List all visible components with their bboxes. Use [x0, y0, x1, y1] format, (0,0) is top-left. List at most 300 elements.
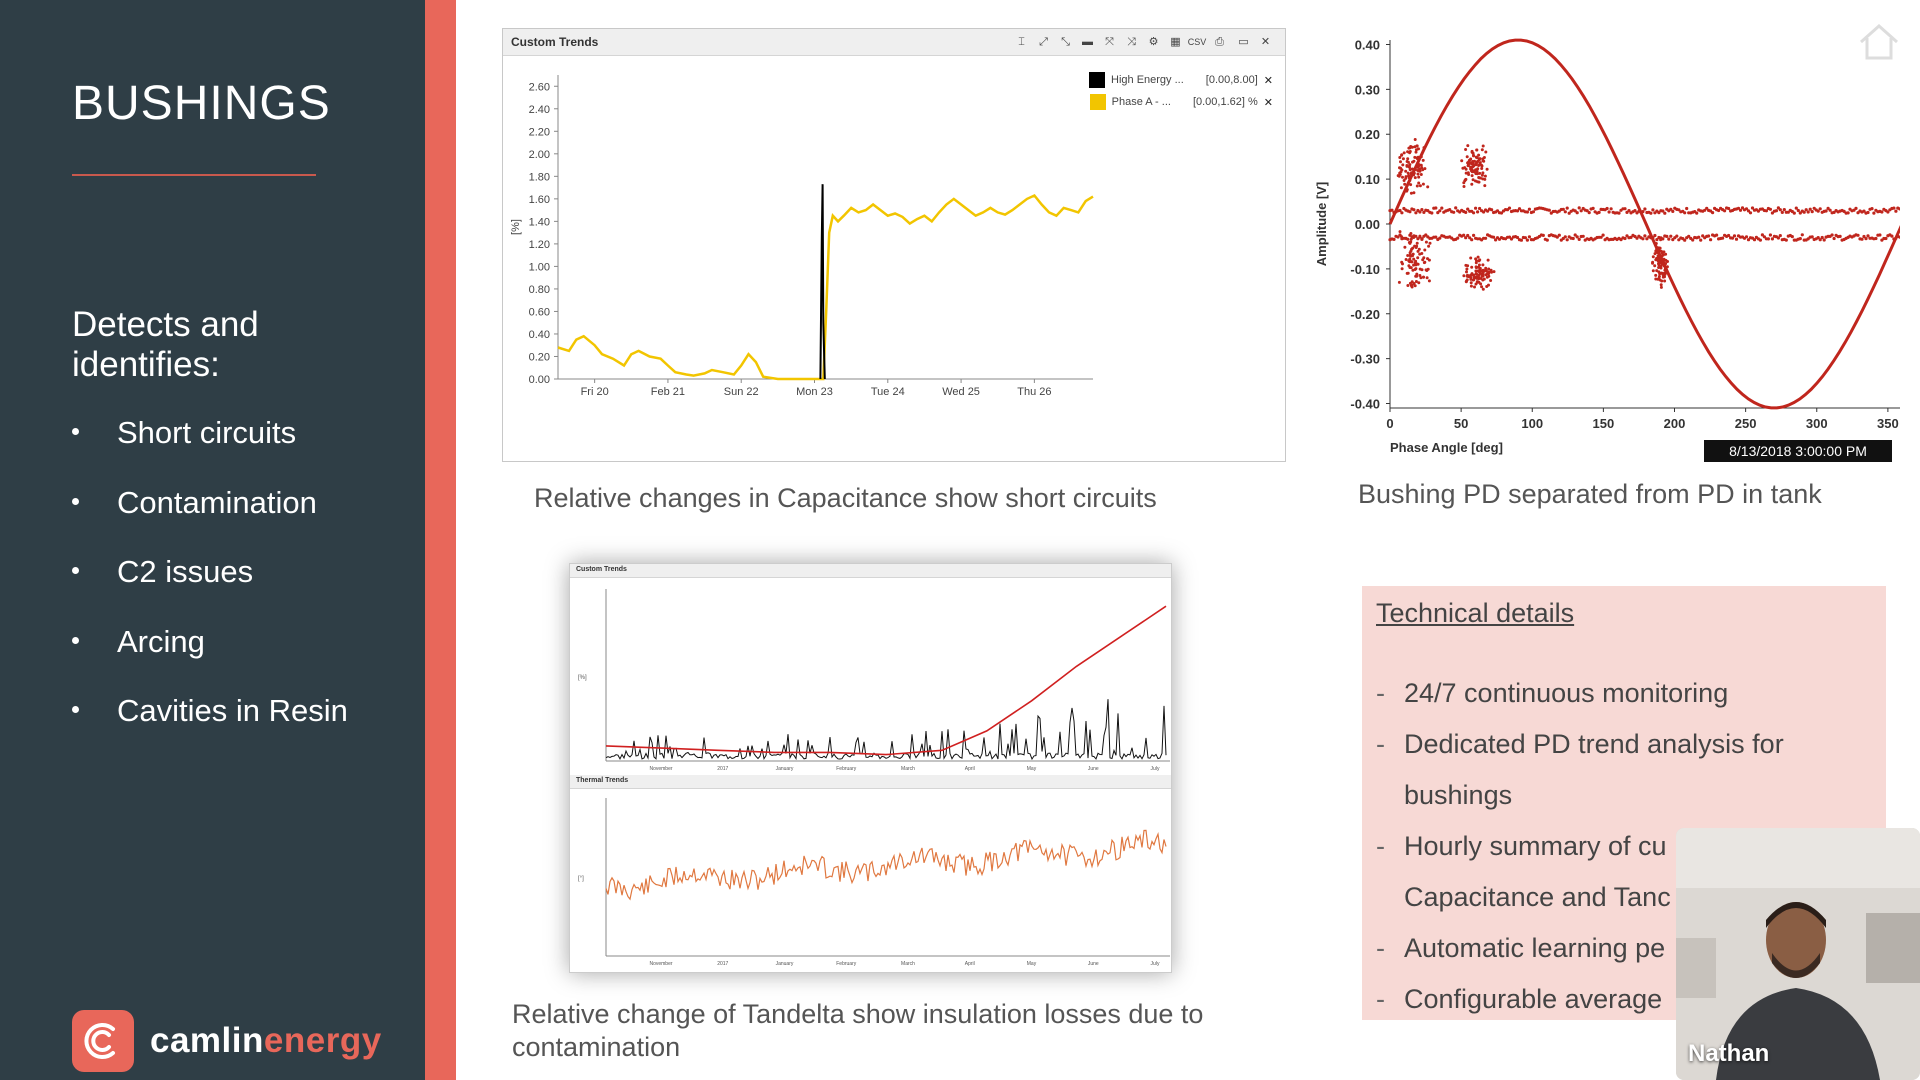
y-tick-label: 0.80 — [528, 283, 550, 296]
pd-point — [1478, 157, 1481, 160]
x-tick-label: March — [901, 961, 915, 967]
pd-point — [1398, 156, 1401, 159]
pd-point — [1477, 256, 1480, 259]
pd-point — [1403, 151, 1406, 154]
pd-point — [1528, 208, 1531, 211]
timestamp-badge: 8/13/2018 3:00:00 PM — [1704, 440, 1892, 462]
pd-point — [1825, 209, 1828, 212]
pd-point — [1404, 170, 1407, 173]
pd-point — [1566, 207, 1569, 210]
legend-remove-icon[interactable]: ✕ — [1263, 74, 1273, 87]
detection-item-label: Contamination — [117, 484, 317, 520]
pd-point — [1420, 173, 1423, 176]
pd-point — [1411, 280, 1414, 283]
pd-point — [1771, 237, 1774, 240]
detection-item — [72, 624, 348, 694]
pd-point — [1481, 273, 1484, 276]
pd-point — [1466, 278, 1469, 281]
pd-point — [1484, 151, 1487, 154]
pd-point — [1426, 185, 1429, 188]
dash-icon: - — [1376, 729, 1385, 759]
tandelta-trend-line — [606, 606, 1166, 754]
pd-point — [1481, 279, 1484, 282]
pd-point — [1481, 177, 1484, 180]
pd-point — [1417, 263, 1420, 266]
pd-point — [1548, 209, 1551, 212]
pd-point — [1864, 237, 1867, 240]
pd-point — [1430, 211, 1433, 214]
x-tick-label: Fri 20 — [580, 386, 609, 398]
pd-point — [1878, 233, 1881, 236]
pd-point — [1651, 208, 1654, 211]
pd-point — [1623, 207, 1626, 210]
tandelta-trend-chart — [570, 579, 1171, 775]
pd-point — [1470, 238, 1473, 241]
pd-point — [1469, 158, 1472, 161]
pd-point — [1467, 173, 1470, 176]
pd-point — [1423, 261, 1426, 264]
pd-point — [1793, 212, 1796, 215]
pd-point — [1475, 149, 1478, 152]
tandelta-screenshot — [569, 563, 1172, 973]
x-tick-label: 0 — [1386, 416, 1394, 431]
pd-point — [1465, 270, 1468, 273]
pd-point — [1653, 234, 1656, 237]
y-tick-label: 1.00 — [528, 261, 550, 274]
pd-point — [1623, 237, 1626, 240]
pd-point — [1414, 268, 1417, 271]
x-tick-label: January — [775, 766, 794, 772]
thermal-trend-chart — [570, 790, 1171, 972]
y-tick-label: 2.00 — [528, 148, 550, 161]
pd-point — [1475, 261, 1478, 264]
pd-point — [1562, 208, 1565, 211]
x-tick-label: July — [1150, 961, 1160, 967]
pd-point — [1470, 183, 1473, 186]
pd-point — [1659, 238, 1662, 241]
pd-point — [1872, 212, 1875, 215]
pd-point — [1785, 239, 1788, 242]
pd-point — [1588, 211, 1591, 214]
pd-point — [1683, 239, 1686, 242]
x-tick-label: June — [1087, 961, 1099, 967]
dash-icon: - — [1376, 933, 1385, 963]
dash-icon: - — [1376, 984, 1385, 1014]
legend-range: [0.00,1.62] % — [1192, 96, 1258, 108]
y-tick-label: 0.40 — [528, 328, 550, 341]
pd-point — [1653, 264, 1656, 267]
pd-point — [1454, 206, 1457, 209]
high-energy-series-line — [820, 184, 824, 379]
pd-point — [1667, 238, 1670, 241]
detection-item-label: C2 issues — [117, 554, 254, 589]
pd-point — [1464, 148, 1467, 151]
pd-point — [1471, 150, 1474, 153]
gear-icon[interactable]: ⚙ — [1148, 36, 1159, 48]
legend-name: Phase A - ... — [1111, 96, 1171, 108]
pd-point — [1472, 211, 1475, 214]
pd-point — [1392, 238, 1395, 241]
pd-point — [1471, 273, 1474, 276]
pd-point — [1421, 258, 1424, 261]
pd-point — [1472, 162, 1475, 165]
pd-point — [1438, 209, 1441, 212]
pd-point — [1811, 235, 1814, 238]
pd-point — [1564, 235, 1567, 238]
pd-point — [1407, 172, 1410, 175]
pd-point — [1401, 163, 1404, 166]
pd-point — [1465, 268, 1468, 271]
pd-point — [1406, 254, 1409, 257]
x-tick-label: March — [901, 766, 915, 772]
pd-point — [1408, 266, 1411, 269]
y-tick-label: 1.60 — [528, 193, 550, 206]
pd-point — [1475, 266, 1478, 269]
y-tick-label: -0.40 — [1350, 396, 1380, 412]
pd-point — [1662, 276, 1665, 279]
bullet-icon — [72, 428, 79, 435]
pd-point — [1413, 245, 1416, 248]
pd-point — [1412, 253, 1415, 256]
pd-point — [1608, 210, 1611, 213]
pan-icon[interactable]: ⤡ — [1061, 36, 1070, 48]
pd-point — [1478, 163, 1481, 166]
thermal-trend-line — [606, 830, 1166, 899]
pd-point — [1610, 207, 1613, 210]
detection-item-label: Cavities in Resin — [117, 693, 348, 728]
pd-point — [1576, 211, 1579, 214]
pd-point — [1578, 238, 1581, 241]
pd-point — [1400, 153, 1403, 156]
pd-point — [1745, 235, 1748, 238]
detection-item — [72, 554, 348, 624]
pd-point — [1422, 159, 1425, 162]
pd-point — [1564, 210, 1567, 213]
dash-icon: - — [1376, 678, 1385, 708]
y-tick-label: 0.30 — [1354, 82, 1380, 98]
pd-point — [1657, 260, 1660, 263]
pd-point — [1403, 246, 1406, 249]
pd-point — [1416, 144, 1419, 147]
home-icon[interactable] — [1857, 20, 1901, 64]
pd-point — [1408, 210, 1411, 213]
pd-point — [1526, 239, 1529, 242]
participant-name: Nathan — [1688, 1040, 1770, 1067]
y-axis-label: [°] — [578, 876, 584, 882]
x-axis-label: Phase Angle [deg] — [1390, 440, 1503, 455]
pd-point — [1421, 168, 1424, 171]
pd-point — [1493, 270, 1496, 273]
x-tick-label: Sun 22 — [723, 386, 759, 398]
pd-point — [1707, 234, 1710, 237]
pd-point — [1470, 281, 1473, 284]
tech-item-text: Automatic learning pe — [1404, 933, 1666, 963]
pd-point — [1399, 167, 1402, 170]
pd-point — [1486, 168, 1489, 171]
pd-point — [1422, 276, 1425, 279]
pd-point — [1415, 275, 1418, 278]
zoom-x-icon[interactable]: ⤧ — [1105, 36, 1114, 48]
pd-point — [1418, 235, 1421, 238]
pd-point — [1481, 157, 1484, 160]
pd-point — [1476, 172, 1479, 175]
pd-point — [1476, 210, 1479, 213]
pd-point — [1526, 210, 1529, 213]
pd-point — [1582, 235, 1585, 238]
pd-point — [1400, 211, 1403, 214]
y-axis-label: [%] — [578, 675, 587, 681]
pd-point — [1398, 281, 1401, 284]
x-tick-label: 300 — [1805, 416, 1828, 431]
y-tick-label: -0.10 — [1350, 261, 1380, 277]
x-tick-label: 350 — [1877, 416, 1899, 431]
pd-point — [1558, 234, 1561, 237]
x-tick-label: 50 — [1453, 416, 1469, 431]
pd-point — [1643, 234, 1646, 237]
tandelta-caption: Relative change of Tandelta show insulation losses due to contamination — [512, 999, 1204, 1062]
pd-point — [1890, 235, 1893, 238]
pd-point — [1655, 269, 1658, 272]
panel-titlebar — [503, 29, 1285, 56]
y-tick-label: 2.40 — [528, 103, 550, 116]
pd-point — [1695, 212, 1698, 215]
detection-item — [72, 485, 348, 555]
detection-item — [72, 693, 348, 763]
x-tick-label: Thu 26 — [1017, 386, 1052, 398]
x-tick-label: May — [1026, 961, 1037, 967]
legend-remove-icon[interactable]: ✕ — [1263, 96, 1273, 109]
pd-point — [1781, 211, 1784, 214]
pd-point — [1486, 272, 1489, 275]
pd-point — [1749, 211, 1752, 214]
line-icon[interactable]: ▬ — [1082, 36, 1093, 48]
pd-point — [1546, 239, 1549, 242]
pd-point — [1461, 167, 1464, 170]
pd-point — [1711, 211, 1714, 214]
pd-point — [1811, 210, 1814, 213]
sidebar — [0, 0, 425, 1080]
pd-point — [1783, 208, 1786, 211]
webcam-tile[interactable] — [1676, 828, 1920, 1080]
pd-point — [1400, 186, 1403, 189]
zoom-icon[interactable]: ⤢ — [1039, 36, 1048, 48]
detection-item — [72, 415, 348, 485]
dash-icon: - — [1376, 831, 1385, 861]
pd-point — [1691, 238, 1694, 241]
pd-point — [1652, 255, 1655, 258]
table-icon[interactable]: ▦ — [1170, 36, 1181, 48]
y-tick-label: -0.30 — [1350, 351, 1380, 367]
pd-point — [1481, 263, 1484, 266]
pd-point — [1654, 252, 1657, 255]
pd-point — [1478, 176, 1481, 179]
pd-point — [1422, 183, 1425, 186]
y-tick-label: 0.60 — [528, 306, 550, 319]
x-tick-label: Wed 25 — [942, 386, 980, 398]
pd-point — [1807, 210, 1810, 213]
pd-point — [1721, 237, 1724, 240]
legend-range: [0.00,8.00] — [1205, 74, 1258, 86]
pd-point — [1410, 284, 1413, 287]
pd-point — [1699, 239, 1702, 242]
pd-point — [1481, 174, 1484, 177]
pd-point — [1463, 179, 1466, 182]
pd-point — [1472, 234, 1475, 237]
pd-point — [1478, 264, 1481, 267]
pd-point — [1412, 208, 1415, 211]
pd-point — [1414, 138, 1417, 141]
pd-point — [1839, 235, 1842, 238]
pd-point — [1866, 211, 1869, 214]
pd-point — [1884, 237, 1887, 240]
maximize-icon[interactable]: ▭ — [1238, 36, 1249, 48]
close-icon[interactable]: ✕ — [1260, 36, 1271, 48]
pd-point — [1416, 242, 1419, 245]
pd-point — [1426, 276, 1429, 279]
zoom-reset-icon[interactable]: ⤨ — [1127, 36, 1136, 48]
pd-point — [1651, 261, 1654, 264]
pd-point — [1870, 207, 1873, 210]
pd-point — [1860, 238, 1863, 241]
pd-point — [1417, 182, 1420, 185]
pd-point — [1413, 156, 1416, 159]
pd-point — [1409, 168, 1412, 171]
pd-point — [1508, 207, 1511, 210]
pd-point — [1854, 207, 1857, 210]
pd-point — [1473, 170, 1476, 173]
x-tick-label: April — [964, 961, 975, 967]
pd-point — [1487, 259, 1490, 262]
pd-point — [1407, 272, 1410, 275]
logo-text-camlin: camlin — [150, 1021, 264, 1060]
pd-point — [1484, 175, 1487, 178]
pd-point — [1791, 235, 1794, 238]
pd-point — [1697, 236, 1700, 239]
pd-point — [1428, 259, 1431, 262]
pd-point — [1416, 185, 1419, 188]
pd-caption: Bushing PD separated from PD in tank — [1358, 479, 1822, 509]
pd-point — [1466, 155, 1469, 158]
pd-point — [1661, 252, 1664, 255]
y-tick-label: 2.20 — [528, 126, 550, 139]
capacitance-caption: Relative changes in Capacitance show short circuits — [534, 483, 1157, 513]
capacitance-chart — [503, 57, 1285, 461]
pd-point — [1428, 279, 1431, 282]
pd-point — [1423, 249, 1426, 252]
thumb-title: Thermal Trends — [576, 777, 629, 784]
x-tick-label: 100 — [1521, 416, 1544, 431]
csv-icon[interactable]: CSV — [1187, 37, 1207, 47]
pd-point — [1462, 234, 1465, 237]
pd-point — [1819, 207, 1822, 210]
pd-point — [1490, 208, 1493, 211]
thumb-titlebar — [570, 564, 1171, 578]
pd-point — [1470, 285, 1473, 288]
pd-point — [1803, 211, 1806, 214]
y-tick-label: 0.00 — [528, 374, 550, 386]
pd-point — [1477, 281, 1480, 284]
phase-a-series-line — [558, 196, 1093, 380]
pd-point — [1602, 234, 1605, 237]
pd-point — [1476, 167, 1479, 170]
company-logo — [72, 1010, 382, 1072]
pd-point — [1412, 160, 1415, 163]
pd-point — [1683, 211, 1686, 214]
pd-point — [1487, 284, 1490, 287]
pd-point — [1821, 236, 1824, 239]
pd-point — [1467, 160, 1470, 163]
logo-text-energy: energy — [263, 1021, 382, 1060]
pd-point — [1452, 211, 1455, 214]
pd-point — [1658, 272, 1661, 275]
x-tick-label: February — [836, 766, 857, 772]
pd-point — [1656, 278, 1659, 281]
pd-point — [1400, 170, 1403, 173]
pd-point — [1474, 207, 1477, 210]
pd-point — [1643, 207, 1646, 210]
pd-point — [1400, 261, 1403, 264]
pd-point — [1675, 235, 1678, 238]
print-icon[interactable]: ⎙ — [1215, 36, 1224, 48]
pd-point — [1664, 253, 1667, 256]
pd-point — [1412, 236, 1415, 239]
pd-point — [1801, 233, 1804, 236]
pd-point — [1466, 274, 1469, 277]
pd-point — [1797, 209, 1800, 212]
pd-point — [1660, 286, 1663, 289]
pd-point — [1427, 245, 1430, 248]
pd-point — [1401, 176, 1404, 179]
pd-point — [1466, 264, 1469, 267]
tech-item-text: Capacitance and Tanc — [1404, 882, 1671, 912]
pd-point — [1532, 210, 1535, 213]
y-tick-label: 1.20 — [528, 238, 550, 251]
x-tick-label: January — [775, 961, 794, 967]
pd-point — [1473, 286, 1476, 289]
pd-point — [1402, 157, 1405, 160]
pd-point — [1829, 209, 1832, 212]
pd-point — [1709, 238, 1712, 241]
pd-point — [1417, 147, 1420, 150]
pd-point — [1417, 281, 1420, 284]
pd-point — [1440, 207, 1443, 210]
pd-point — [1660, 283, 1663, 286]
x-tick-label: November — [649, 961, 673, 967]
pd-point — [1470, 266, 1473, 269]
pd-point — [1409, 254, 1412, 257]
pd-point — [1478, 258, 1481, 261]
y-tick-label: 0.20 — [528, 351, 550, 364]
pd-point — [1472, 154, 1475, 157]
pd-point — [1779, 234, 1782, 237]
pd-point — [1475, 277, 1478, 280]
pd-point — [1429, 242, 1432, 245]
pd-point — [1399, 160, 1402, 163]
pd-point — [1417, 250, 1420, 253]
x-tick-label: 2017 — [717, 961, 729, 967]
thumb-title: Custom Trends — [576, 566, 627, 573]
pd-point — [1484, 237, 1487, 240]
pd-point — [1456, 237, 1459, 240]
pd-point — [1542, 234, 1545, 237]
x-tick-label: April — [964, 766, 975, 772]
pd-point — [1410, 192, 1413, 195]
pd-point — [1421, 237, 1424, 240]
pd-point — [1462, 274, 1465, 277]
pd-point — [1733, 234, 1736, 237]
y-tick-label: 0.00 — [1354, 217, 1380, 232]
cursor-icon[interactable]: ⌶ — [1018, 36, 1025, 48]
